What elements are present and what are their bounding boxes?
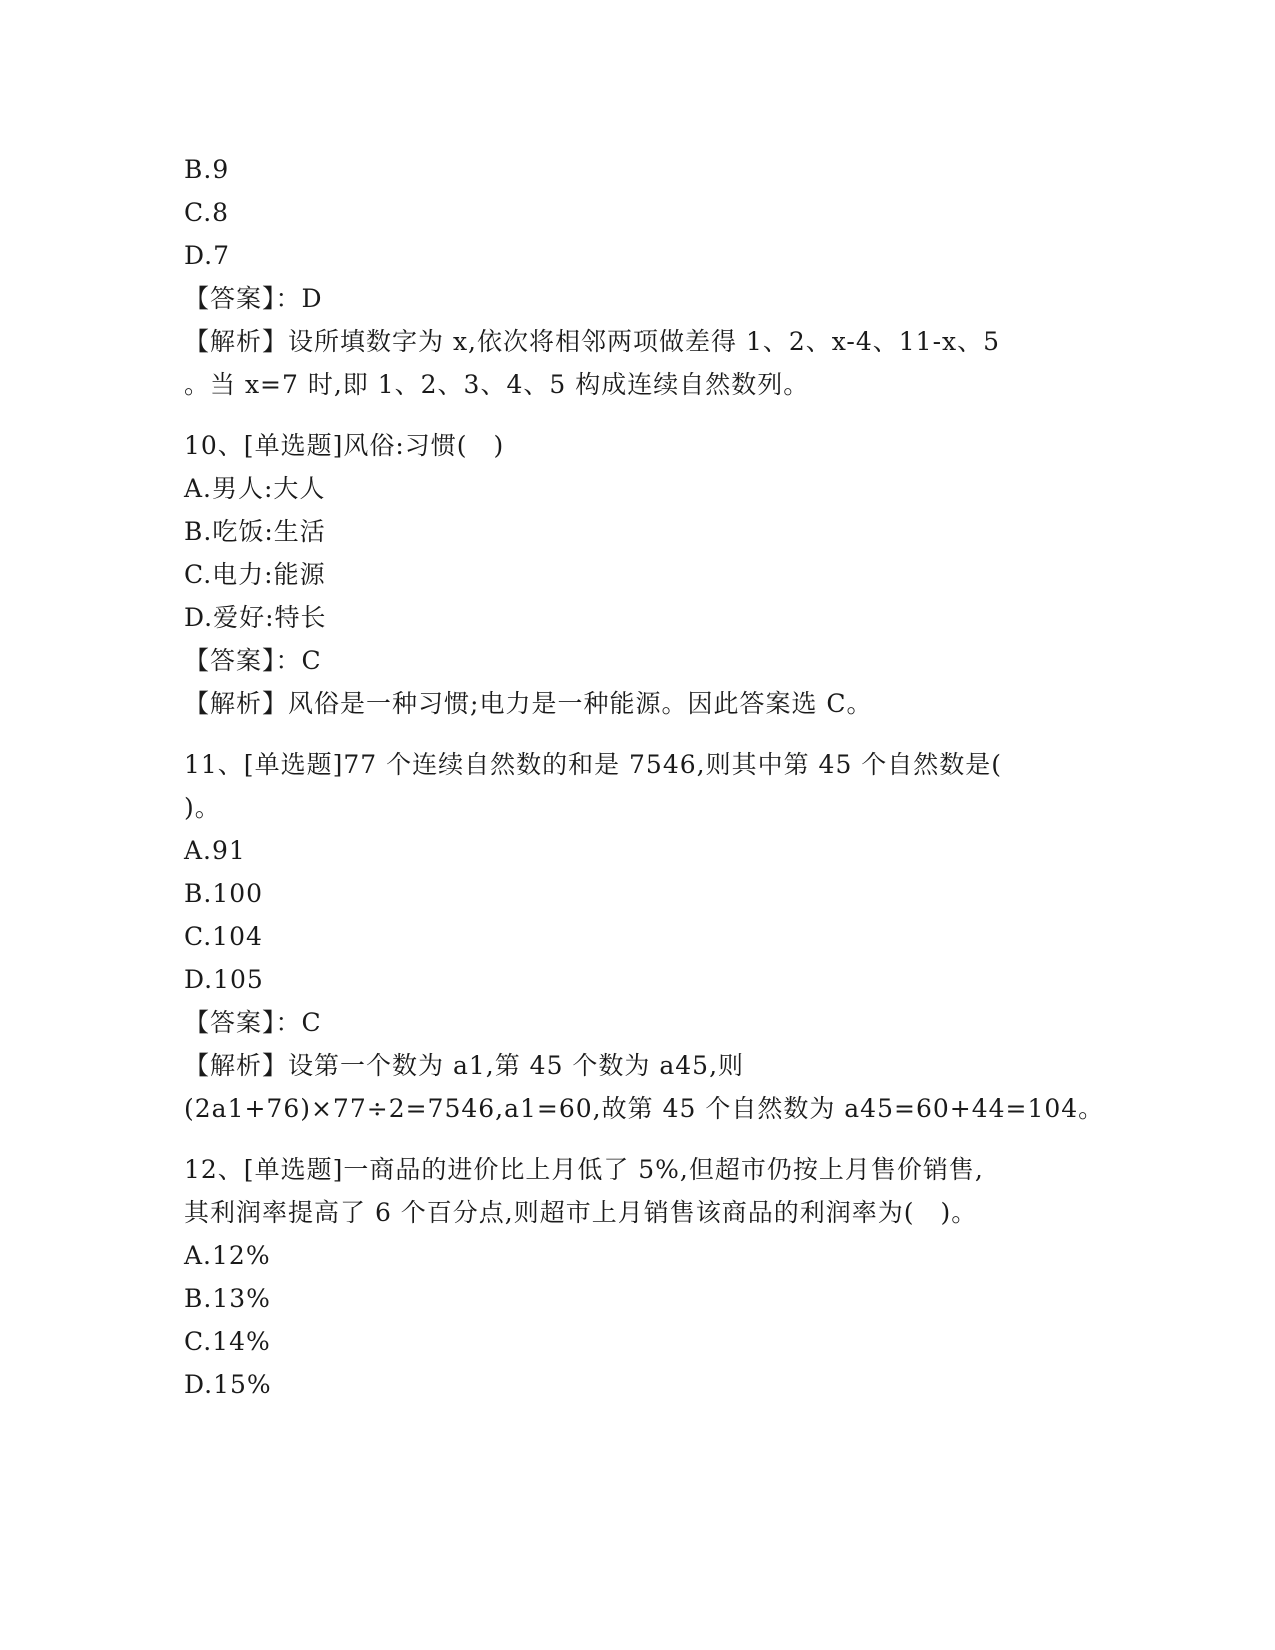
option-d: D.7 [184, 241, 231, 270]
question-stem: 10、[单选题]风俗:习惯( ) [184, 431, 505, 460]
answer-label: 【答案】 [184, 646, 276, 675]
analysis-text: 风俗是一种习惯;电力是一种能源。因此答案选 C。 [288, 689, 873, 718]
analysis-line [184, 1044, 1084, 1087]
document-page [184, 148, 1105, 1406]
question-stem: 12、[单选题]一商品的进价比上月低了 5%,但超市仍按上月售价销售, [184, 1155, 984, 1184]
analysis-text-continued: 。当 x=7 时,即 1、2、3、4、5 构成连续自然数列。 [184, 370, 810, 399]
analysis-line [184, 682, 1084, 725]
question-stem-continued: )。 [184, 793, 221, 822]
option-c: C.104 [184, 922, 263, 951]
option-b: B.13% [184, 1284, 271, 1313]
option-c: C.电力:能源 [184, 560, 326, 589]
question-12 [184, 1148, 1084, 1406]
answer-label: 【答案】 [184, 284, 276, 313]
answer-line [184, 639, 1084, 682]
answer-value: ：C [275, 646, 322, 675]
answer-value: ：D [275, 284, 323, 313]
option-b: B.9 [184, 155, 230, 184]
analysis-label: 【解析】 [184, 327, 289, 356]
option-b: B.100 [184, 879, 264, 908]
option-b: B.吃饭:生活 [184, 517, 326, 546]
option-a: A.91 [184, 836, 246, 865]
answer-label: 【答案】 [184, 1008, 276, 1037]
analysis-text: 设所填数字为 x,依次将相邻两项做差得 1、2、x-4、11-x、5 [288, 327, 1001, 356]
option-d: D.15% [184, 1370, 272, 1399]
analysis-text-continued: (2a1+76)×77÷2=7546,a1=60,故第 45 个自然数为 a45=60+44=104。 [184, 1094, 1105, 1123]
option-a: A.男人:大人 [184, 474, 326, 503]
question-11 [184, 743, 1105, 1130]
answer-line [184, 1001, 1084, 1044]
answer-line [184, 277, 1084, 320]
answer-value: ：C [275, 1008, 322, 1037]
analysis-line [184, 320, 1084, 363]
option-c: C.14% [184, 1327, 271, 1356]
question-stem: 11、[单选题]77 个连续自然数的和是 7546,则其中第 45 个自然数是( [184, 750, 1003, 779]
option-d: D.105 [184, 965, 264, 994]
option-d: D.爱好:特长 [184, 603, 327, 632]
analysis-label: 【解析】 [184, 689, 289, 718]
analysis-label: 【解析】 [184, 1051, 289, 1080]
question-10 [184, 424, 1084, 725]
analysis-text: 设第一个数为 a1,第 45 个数为 a45,则 [288, 1051, 745, 1080]
option-a: A.12% [184, 1241, 271, 1270]
option-c: C.8 [184, 198, 230, 227]
question-9-tail [184, 148, 1084, 406]
question-stem-continued: 其利润率提高了 6 个百分点,则超市上月销售该商品的利润率为( )。 [184, 1198, 978, 1227]
